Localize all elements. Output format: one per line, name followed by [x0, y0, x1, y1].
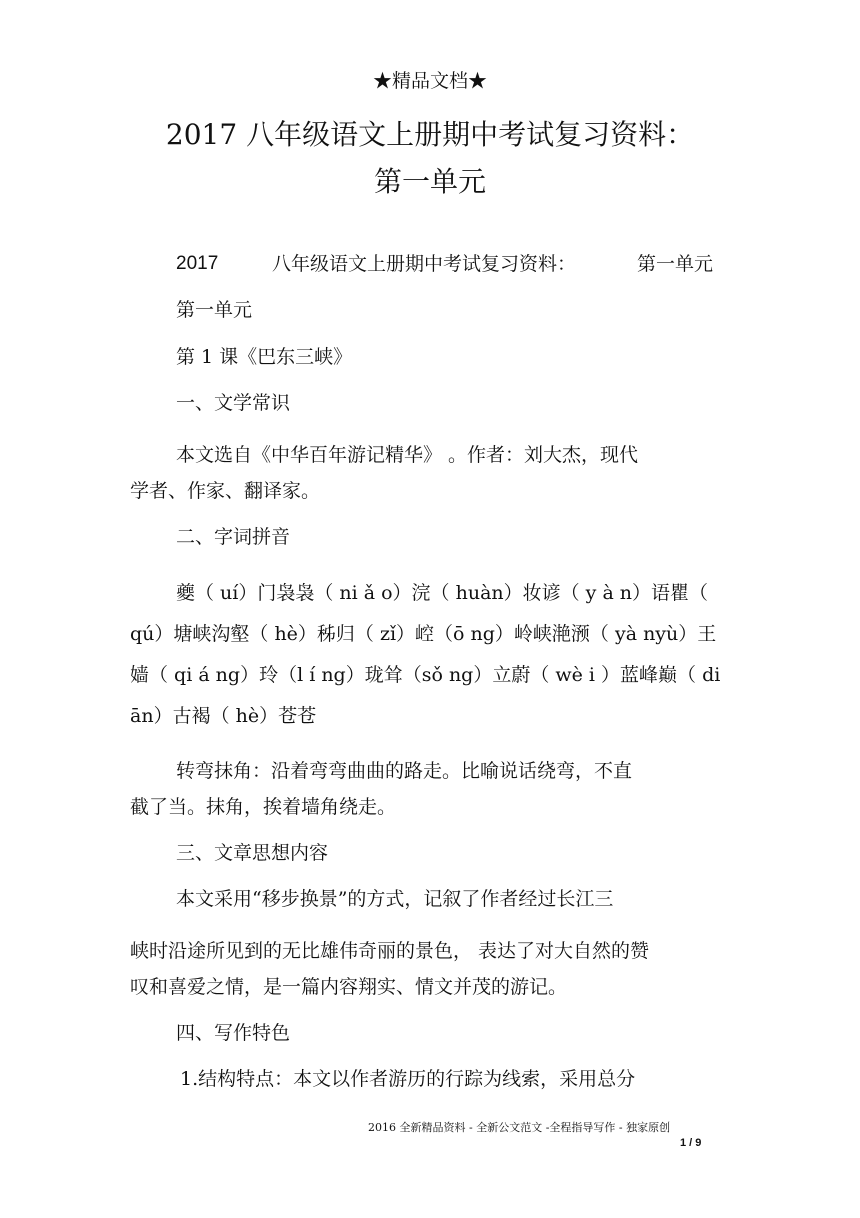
pinyin-line-3: 嫱（ qi á ng）玲（l í ng）珑耸（sǒ ng）立蔚（ wè i ）蓝峰巅（ di [130, 664, 721, 686]
page-number: 1 / 9 [680, 1137, 702, 1149]
section-3-heading: 三、文章思想内容 [176, 842, 329, 864]
section-3-line-2: 峡时沿途所见到的无比雄伟奇丽的景色， 表达了对大自然的赞 [130, 940, 650, 962]
section-3-line-1: 本文采用“移步换景”的方式，记叙了作者经过长江三 [176, 888, 614, 910]
lesson-title: 第 1 课《巴东三峡》 [176, 346, 353, 368]
section-1-line-1: 本文选自《中华百年游记精华》 。作者：刘大杰，现代 [176, 444, 639, 466]
section-1-heading: 一、文学常识 [176, 392, 291, 414]
document-title-line-2: 第一单元 [373, 165, 486, 198]
subtitle-year: 2017 [176, 253, 219, 274]
section-1-line-2: 学者、作家、翻译家。 [130, 480, 321, 502]
section-4-line-1: 1.结构特点：本文以作者游历的行踪为线索，采用总分 [180, 1068, 636, 1090]
document-title-line-1: 2017 八年级语文上册期中考试复习资料： [165, 118, 695, 151]
footer-note: 2016 全新精品资料 - 全新公文范文 -全程指导写作 - 独家原创 [368, 1121, 671, 1134]
pinyin-line-2: qú）塘峡沟壑（ hè）秭归（ zǐ）崆（ō ng）岭峡滟滪（ yà nyù）王 [130, 623, 717, 645]
pinyin-line-4: ān）古褐（ hè）苍苍 [130, 705, 317, 727]
section-2-heading: 二、字词拼音 [176, 526, 291, 548]
section-3-line-3: 叹和喜爱之情，是一篇内容翔实、情文并茂的游记。 [130, 976, 568, 998]
document-header: ★精品文档★ [372, 70, 487, 92]
pinyin-line-1: 夔（ uí）门袅袅（ ni ǎ o）浣（ huàn）妆谚（ y à n）语瞿（ [176, 582, 709, 604]
idiom-line-2: 截了当。抹角，挨着墙角绕走。 [130, 796, 397, 818]
unit-heading: 第一单元 [176, 299, 253, 321]
subtitle-unit: 第一单元 [637, 253, 714, 275]
idiom-line-1: 转弯抹角：沿着弯弯曲曲的路走。比喻说话绕弯，不直 [176, 760, 633, 782]
section-4-heading: 四、写作特色 [176, 1022, 291, 1044]
subtitle-text: 八年级语文上册期中考试复习资料： [272, 253, 577, 275]
